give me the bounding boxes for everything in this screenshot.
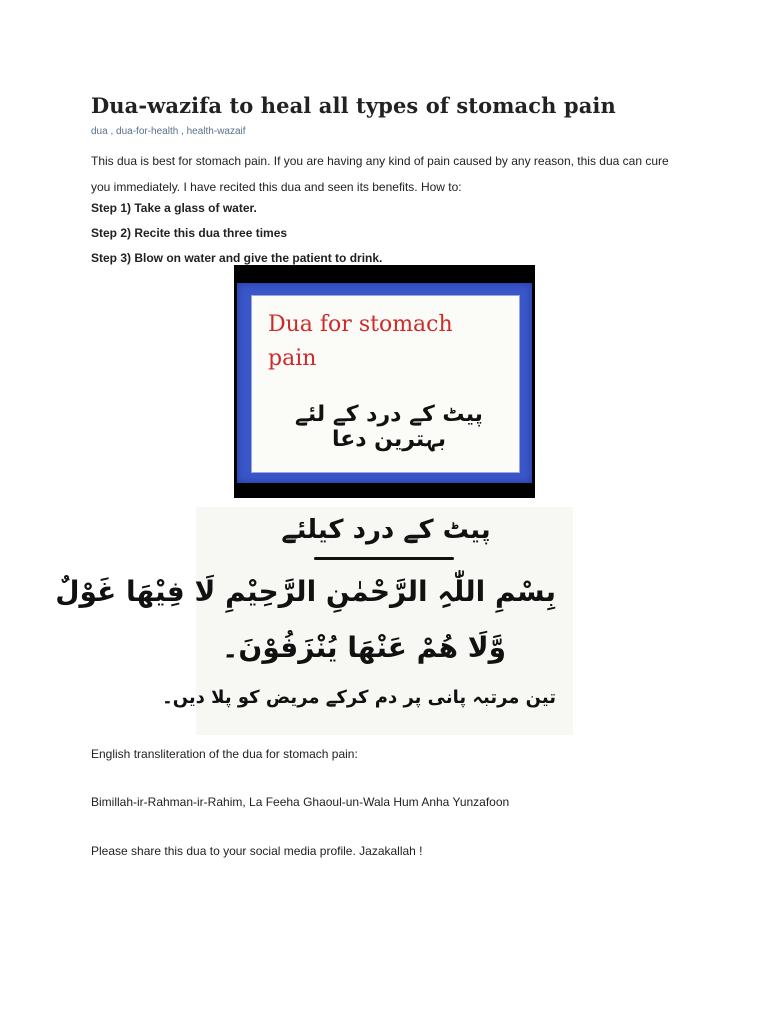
article-tags[interactable]: dua , dua-for-health , health-wazaif: [91, 126, 246, 137]
scan-heading-underline: [314, 557, 454, 560]
scan-verse-line-2: وَّلَا ھُمْ عَنْھَا یُنْزَفُوْنَ۔: [222, 631, 506, 664]
dua-card-border: [237, 283, 532, 483]
scan-heading: پیٹ کے درد کیلئے: [281, 515, 491, 545]
dua-card-urdu-caption: پیٹ کے درد کے لئے بہترین دعا: [295, 402, 483, 452]
transliteration-text: Bimillah-ir-Rahman-ir-Rahim, La Feeha Ghaoul-un-Wala Hum Anha Yunzafoon: [91, 795, 510, 809]
dua-card-image: [234, 265, 535, 498]
article-title: Dua-wazifa to heal all types of stomach pain: [91, 93, 616, 118]
step-1: Step 1) Take a glass of water.: [91, 201, 257, 215]
transliteration-heading: English transliteration of the dua for stomach pain:: [91, 747, 358, 761]
dua-card-title: Dua for stomach pain: [268, 312, 453, 371]
step-2: Step 2) Recite this dua three times: [91, 226, 288, 240]
scan-instruction: تین مرتبہ پانی پر دم کرکے مریض کو پلا دیں۔: [162, 687, 556, 708]
dua-card-panel: [251, 295, 520, 473]
closing-text: Please share this dua to your social media profile. Jazakallah !: [91, 844, 423, 858]
scan-verse-line-1: بِسْمِ اللّٰہِ الرَّحْمٰنِ الرَّحِیْمِ لَا فِیْھَا غَوْلٌ: [55, 575, 556, 608]
step-3: Step 3) Blow on water and give the patient to drink.: [91, 251, 383, 265]
intro-paragraph: This dua is best for stomach pain. If you are having any kind of pain caused by any reason, this dua can cure you immediately. I have recited this dua and seen its benefits. How to:: [91, 154, 669, 194]
dua-scan-image: [55, 507, 573, 735]
